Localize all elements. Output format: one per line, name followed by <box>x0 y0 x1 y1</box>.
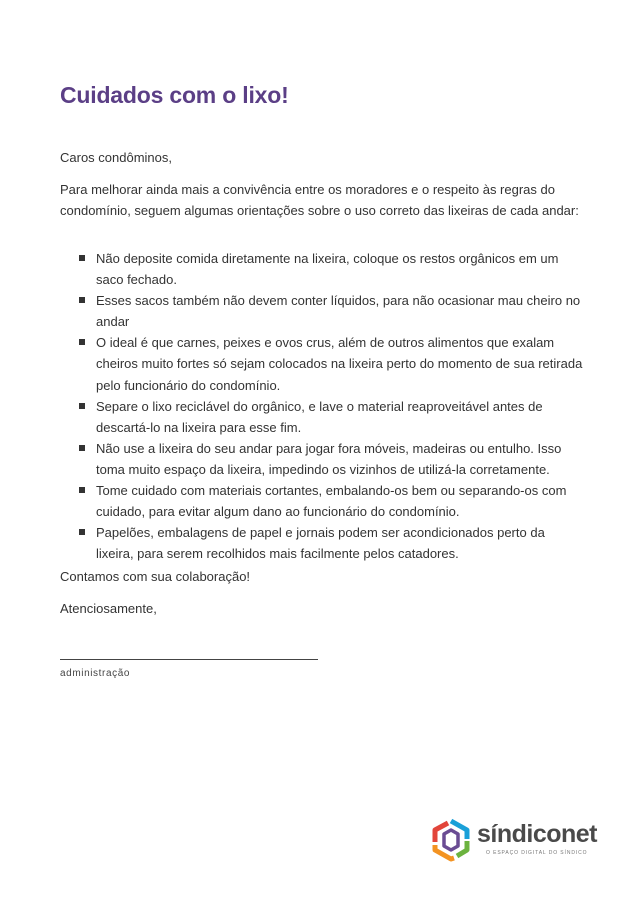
regards-text: Atenciosamente, <box>60 601 157 616</box>
sindiconet-logo <box>430 818 598 864</box>
list-item-text: Esses sacos também não devem conter líquidos, para não ocasionar mau cheiro no andar <box>96 293 581 330</box>
intro-paragraph: Para melhorar ainda mais a convivência entre os moradores e o respeito às regras do condomínio, seguem algumas orientações sobre o uso correto das lixeiras de cada andar: <box>60 182 579 218</box>
list-item <box>60 332 584 395</box>
square-bullet-icon <box>79 445 85 451</box>
square-bullet-icon <box>79 487 85 493</box>
signature-name: administração <box>60 668 131 679</box>
logo-tagline: O ESPAÇO DIGITAL DO SÍNDICO <box>486 850 588 856</box>
guidelines-list <box>60 248 584 564</box>
list-item <box>60 290 584 332</box>
list-item-text: Tome cuidado com materiais cortantes, embalando-os bem ou separando-os com cuidado, para evitar algum dano ao funcionário do condomínio. <box>96 483 567 520</box>
closing-text: Contamos com sua colaboração! <box>60 569 251 584</box>
list-item-text: Separe o lixo reciclável do orgânico, e lave o material reaproveitável antes de descartá-lo na lixeira para esse fim. <box>96 398 543 435</box>
list-item-text: Não deposite comida diretamente na lixeira, coloque os restos orgânicos em um saco fechado. <box>96 251 559 288</box>
list-item <box>60 480 584 522</box>
square-bullet-icon <box>79 297 85 303</box>
square-bullet-icon <box>79 529 85 535</box>
list-item <box>60 522 584 564</box>
list-item <box>60 396 584 438</box>
signature-line <box>60 659 318 660</box>
list-item <box>60 248 584 290</box>
greeting-text: Caros condôminos, <box>60 150 172 165</box>
page-title: Cuidados com o lixo! <box>60 82 289 108</box>
hexagon-logo-icon <box>430 818 472 862</box>
square-bullet-icon <box>79 339 85 345</box>
square-bullet-icon <box>79 255 85 261</box>
list-item-text: O ideal é que carnes, peixes e ovos crus, além de outros alimentos que exalam cheiros muito fortes só sejam colocados na lixeira perto do momento de sua retirada pelo funcionário do condomínio. <box>96 335 583 393</box>
square-bullet-icon <box>79 403 85 409</box>
logo-name: síndiconet <box>477 820 598 848</box>
list-item <box>60 438 584 480</box>
list-item-text: Papelões, embalagens de papel e jornais podem ser acondicionados perto da lixeira, para serem recolhidos mais facilmente pelos catadores. <box>96 525 545 562</box>
list-item-text: Não use a lixeira do seu andar para jogar fora móveis, madeiras ou entulho. Isso toma muito espaço da lixeira, impedindo os vizinhos de utilizá-la corretamente. <box>96 440 562 477</box>
